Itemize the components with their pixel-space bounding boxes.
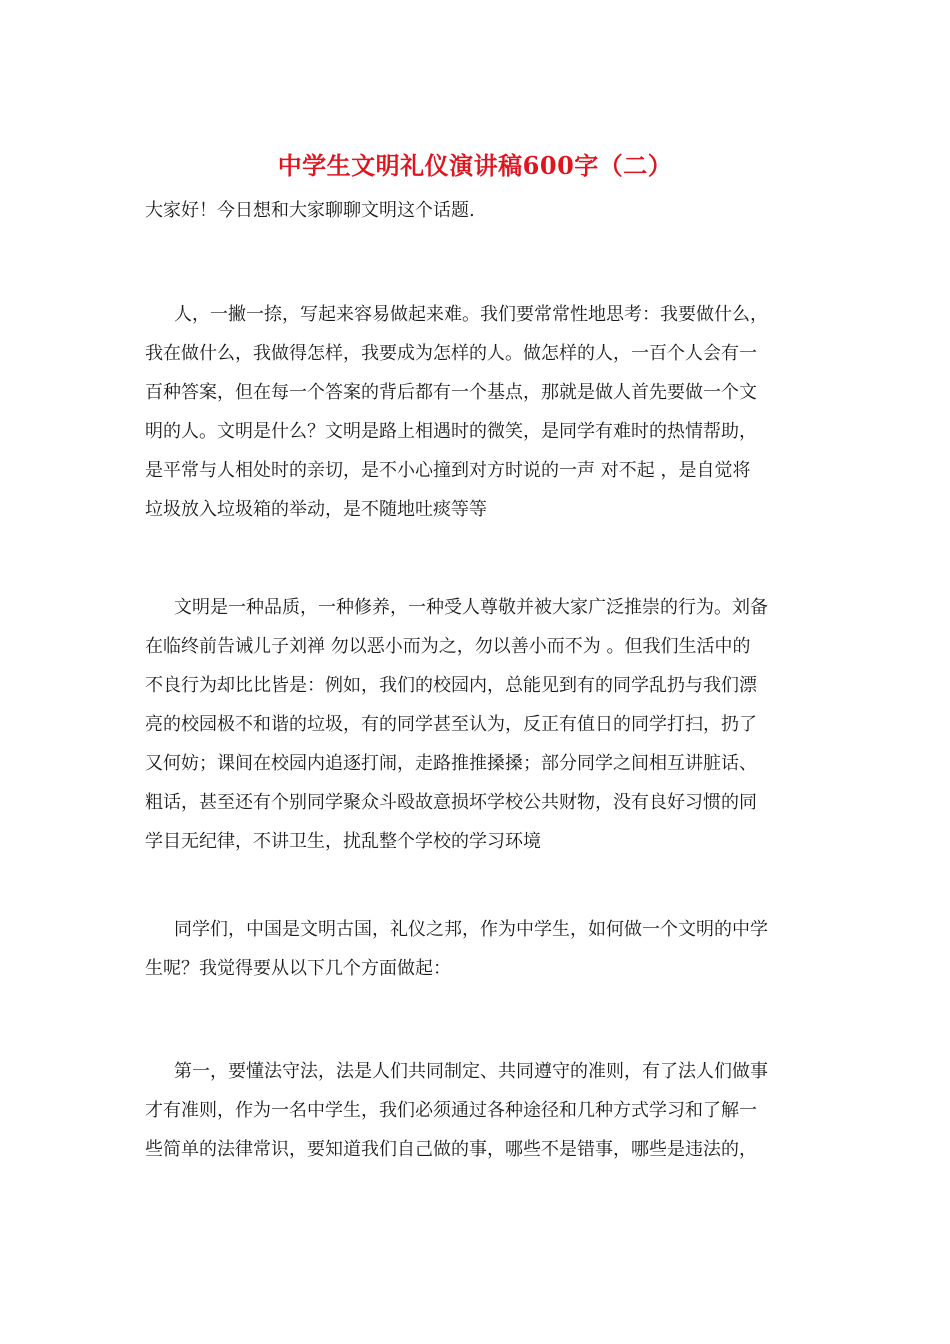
paragraph-line: 同学们，中国是文明古国，礼仪之邦，作为中学生，如何做一个文明的中学 xyxy=(174,919,768,940)
paragraph-line: 垃圾放入垃圾箱的举动，是不随地吐痰等等 xyxy=(145,499,487,520)
paragraph-line: 是平常与人相处时的亲切，是不小心撞到对方时说的一声 对不起 ，是自觉将 xyxy=(145,460,751,481)
paragraph-line: 人，一撇一捺，写起来容易做起来难。我们要常常性地思考：我要做什么， xyxy=(174,304,768,325)
paragraph-line: 百种答案，但在每一个答案的背后都有一个基点，那就是做人首先要做一个文 xyxy=(145,382,757,403)
paragraph-line: 明的人。文明是什么？文明是路上相遇时的微笑，是同学有难时的热情帮助， xyxy=(145,421,757,442)
page-title: 中学生文明礼仪演讲稿600字（二） xyxy=(277,151,673,180)
paragraph-line: 又何妨；课间在校园内追逐打闹，走路推推搡搡；部分同学之间相互讲脏话、 xyxy=(145,753,757,774)
paragraph-line: 第一，要懂法守法，法是人们共同制定、共同遵守的准则，有了法人们做事 xyxy=(174,1061,768,1082)
paragraph-3 xyxy=(145,910,810,988)
paragraph-line: 学目无纪律，不讲卫生，扰乱整个学校的学习环境 xyxy=(145,831,541,852)
paragraph-line: 亮的校园极不和谐的垃圾，有的同学甚至认为，反正有值日的同学打扫，扔了 xyxy=(145,714,757,735)
paragraph-2 xyxy=(145,588,810,861)
paragraph-line: 文明是一种品质，一种修养，一种受人尊敬并被大家广泛推崇的行为。刘备 xyxy=(174,597,768,618)
paragraph-4 xyxy=(145,1052,810,1169)
paragraph-line: 才有准则，作为一名中学生，我们必须通过各种途径和几种方式学习和了解一 xyxy=(145,1100,757,1121)
paragraph-line: 生呢？我觉得要从以下几个方面做起： xyxy=(145,958,451,979)
paragraph-line: 我在做什么，我做得怎样，我要成为怎样的人。做怎样的人，一百个人会有一 xyxy=(145,343,757,364)
paragraph-line: 些简单的法律常识，要知道我们自己做的事，哪些不是错事，哪些是违法的， xyxy=(145,1139,757,1160)
paragraph-line: 不良行为却比比皆是：例如，我们的校园内，总能见到有的同学乱扔与我们漂 xyxy=(145,675,757,696)
paragraph-line: 粗话，甚至还有个别同学聚众斗殴故意损坏学校公共财物，没有良好习惯的同 xyxy=(145,792,757,813)
greeting-text: 大家好！今日想和大家聊聊文明这个话题. xyxy=(145,200,475,221)
paragraph-line: 在临终前告诫儿子刘禅 勿以恶小而为之，勿以善小而不为 。但我们生活中的 xyxy=(145,636,751,657)
paragraph-1 xyxy=(145,295,810,529)
